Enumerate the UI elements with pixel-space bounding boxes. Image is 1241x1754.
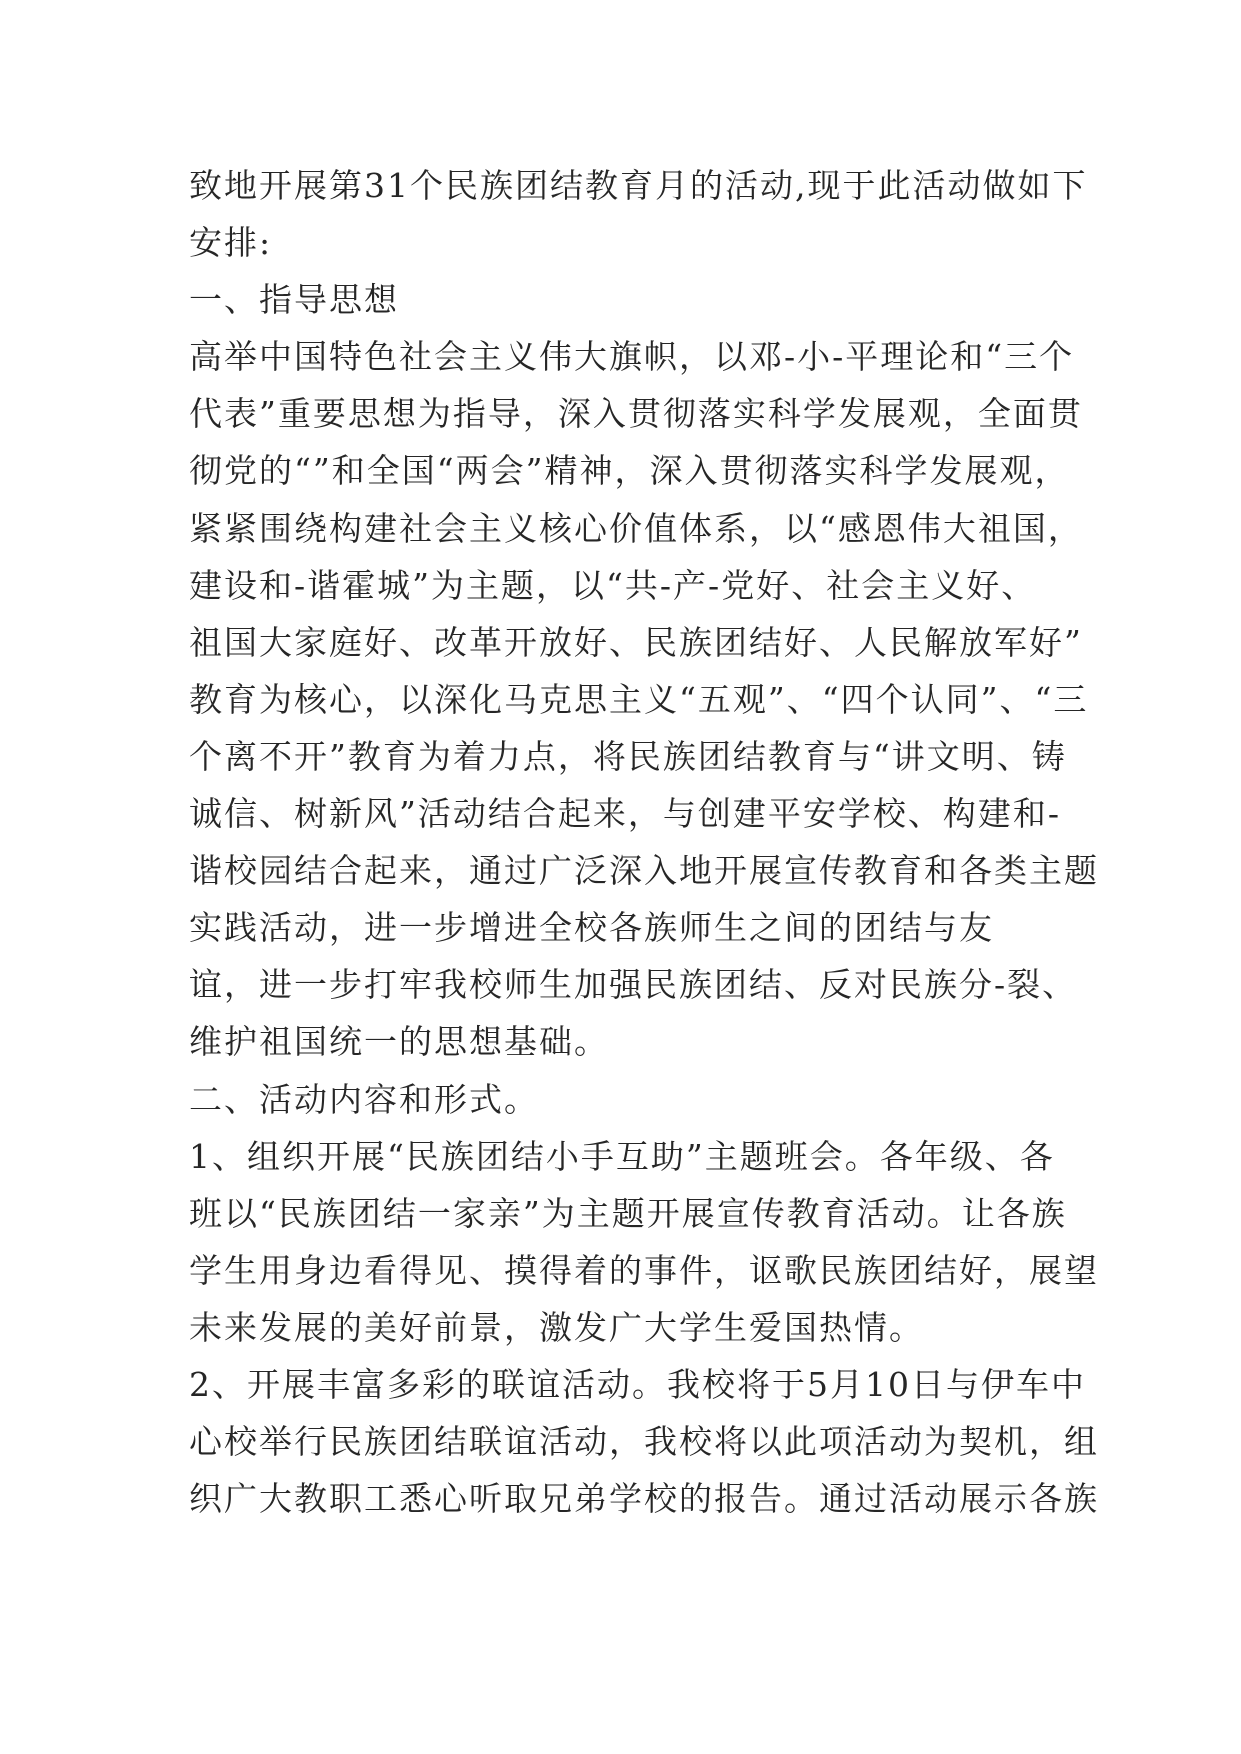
text-line: 未来发展的美好前景，激发广大学生爱国热情。 xyxy=(189,1307,924,1347)
text-line: 维护祖国统一的思想基础。 xyxy=(189,1022,609,1062)
text-line: 彻党的“”和全国“两会”精神，深入贯彻落实科学发展观， xyxy=(189,451,1070,491)
text-line: 代表”重要思想为指导，深入贯彻落实科学发展观，全面贯 xyxy=(189,394,1083,434)
text-line: 安排: xyxy=(189,223,273,263)
section-heading: 一、指导思想 xyxy=(189,280,399,320)
text-line: 班以“民族团结一家亲”为主题开展宣传教育活动。让各族 xyxy=(189,1193,1067,1233)
text-line: 祖国大家庭好、改革开放好、民族团结好、人民解放军好” xyxy=(189,622,1083,662)
text-line: 诚信、树新风”活动结合起来，与创建平安学校、构建和- xyxy=(189,794,1062,834)
text-line: 学生用身边看得见、摸得着的事件，讴歌民族团结好，展望 xyxy=(189,1250,1099,1290)
document-body xyxy=(189,157,1099,1527)
text-line: 谐校园结合起来，通过广泛深入地开展宣传教育和各类主题 xyxy=(189,851,1099,891)
text-line: 建设和-谐霍城”为主题，以“共-产-党好、社会主义好、 xyxy=(189,565,1037,605)
text-line: 谊，进一步打牢我校师生加强民族团结、反对民族分-裂、 xyxy=(189,965,1078,1005)
text-line: 2、开展丰富多彩的联谊活动。我校将于5月10日与伊车中 xyxy=(189,1364,1086,1404)
text-line: 实践活动，进一步增进全校各族师生之间的团结与友 xyxy=(189,908,994,948)
text-line: 高举中国特色社会主义伟大旗帜，以邓-小-平理论和“三个 xyxy=(189,337,1075,377)
text-line: 致地开展第31个民族团结教育月的活动,现于此活动做如下 xyxy=(189,166,1088,205)
text-line: 心校举行民族团结联谊活动，我校将以此项活动为契机，组 xyxy=(189,1422,1099,1462)
text-line: 个离不开”教育为着力点，将民族团结教育与“讲文明、铸 xyxy=(189,736,1067,776)
section-heading: 二、活动内容和形式。 xyxy=(189,1079,539,1119)
text-line: 1、组织开展“民族团结小手互助”主题班会。各年级、各 xyxy=(189,1136,1055,1176)
text-line: 教育为核心，以深化马克思主义“五观”、“四个认同”、“三 xyxy=(189,679,1089,719)
text-line: 织广大教职工悉心听取兄弟学校的报告。通过活动展示各族 xyxy=(189,1479,1099,1519)
text-line: 紧紧围绕构建社会主义核心价值体系，以“感恩伟大祖国， xyxy=(189,508,1083,548)
